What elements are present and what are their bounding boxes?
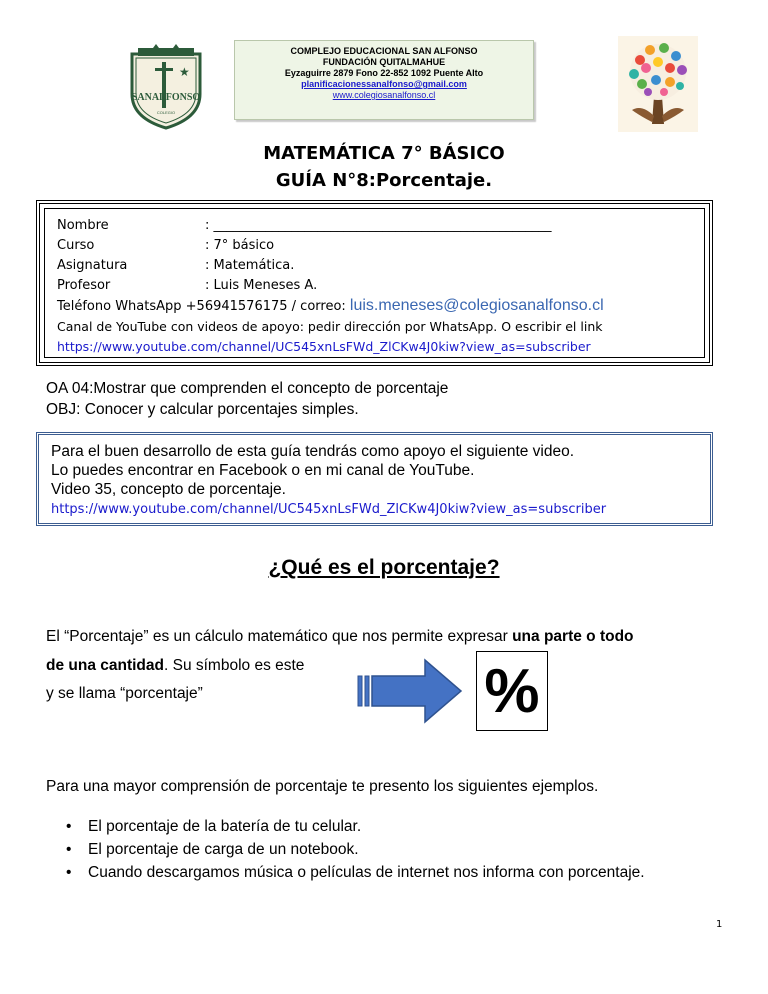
video-line-2: Lo puedes encontrar en Facebook o en mi canal de YouTube. [51, 462, 475, 479]
school-address: Eyzaguirre 2879 Fono 22-852 1092 Puente Alto [284, 68, 484, 78]
profesor-value: : Luis Meneses A. [205, 278, 318, 293]
definition-line-2 [46, 657, 304, 675]
foundation-name: FUNDACIÓN QUITALMAHUE [322, 57, 446, 67]
student-info-box [36, 200, 713, 366]
definition-text-2: . Su símbolo es este [164, 657, 305, 674]
definition-line-1 [46, 628, 634, 646]
profesor-label: Profesor [57, 278, 111, 293]
svg-text:★: ★ [179, 65, 190, 79]
examples-list [66, 818, 645, 887]
bullet-icon: • [66, 841, 72, 858]
asignatura-label: Asignatura [57, 258, 128, 273]
telefono-row [57, 297, 604, 315]
curso-row [57, 238, 274, 253]
page-title: MATEMÁTICA 7° BÁSICO [263, 143, 505, 164]
correo-link[interactable]: luis.meneses@colegiosanalfonso.cl [349, 297, 604, 314]
school-website-link[interactable]: www.colegiosanalfonso.cl [332, 90, 436, 100]
list-item: • El porcentaje de la batería de tu celular. [66, 818, 362, 835]
school-info-box [234, 40, 534, 120]
video-line-1: Para el buen desarrollo de esta guía tendrás como apoyo el siguiente video. [51, 443, 575, 460]
nombre-label: Nombre [57, 218, 109, 233]
list-item: • El porcentaje de carga de un notebook. [66, 841, 359, 858]
curso-value: : 7° básico [205, 238, 275, 253]
bullet-icon: • [66, 864, 72, 881]
asignatura-row [57, 258, 294, 273]
video-line-3: Video 35, concepto de porcentaje. [51, 481, 286, 498]
nombre-row [57, 218, 552, 233]
percent-symbol: % [476, 651, 548, 731]
page-number: 1 [716, 919, 723, 930]
logo-subtext: COLEGIO [156, 110, 176, 115]
section-heading: ¿Qué es el porcentaje? [268, 556, 500, 579]
tree-hands-illustration [618, 36, 698, 132]
video-link[interactable]: https://www.youtube.com/channel/UC545xnLsFWd_ZlCKw4J0kiw?view_as=subscriber [51, 502, 607, 517]
youtube-text: Canal de YouTube con videos de apoyo: pedir dirección por WhatsApp. O escribir el link [57, 319, 603, 334]
definition-bold-1: una parte o todo [512, 628, 634, 645]
right-arrow-icon [357, 658, 463, 731]
asignatura-value: : Matemática. [205, 258, 295, 273]
definition-bold-2: de una cantidad [46, 657, 164, 674]
bullet-icon: • [66, 818, 72, 835]
logo-text: SANALFONSO [131, 92, 201, 103]
video-info-box [36, 432, 713, 526]
curso-label: Curso [57, 238, 95, 253]
list-item: • Cuando descargamos música o películas de internet nos informa con porcentaje. [66, 864, 645, 881]
examples-intro: Para una mayor comprensión de porcentaje te presento los siguientes ejemplos. [46, 778, 599, 795]
school-name: COMPLEJO EDUCACIONAL SAN ALFONSO [290, 46, 478, 56]
guide-title: GUÍA N°8:Porcentaje. [275, 170, 493, 191]
profesor-row [57, 278, 317, 293]
youtube-link[interactable]: https://www.youtube.com/channel/UC545xnLsFWd_ZlCKw4J0kiw?view_as=subscriber [57, 339, 591, 354]
school-logo [122, 42, 210, 130]
telefono-text: Teléfono WhatsApp +56941576175 / correo: [57, 299, 350, 314]
nombre-field[interactable]: : ____________________________________________________ [205, 218, 552, 233]
oa-objective: OA 04:Mostrar que comprenden el concepto de porcentaje [46, 380, 449, 397]
obj-objective: OBJ: Conocer y calcular porcentajes simples. [46, 401, 359, 418]
school-email-link[interactable]: planificacionessanalfonso@gmail.com [301, 79, 467, 89]
definition-text-1: El “Porcentaje” es un cálculo matemático que nos permite expresar [46, 628, 513, 645]
definition-line-3: y se llama “porcentaje” [46, 685, 203, 702]
